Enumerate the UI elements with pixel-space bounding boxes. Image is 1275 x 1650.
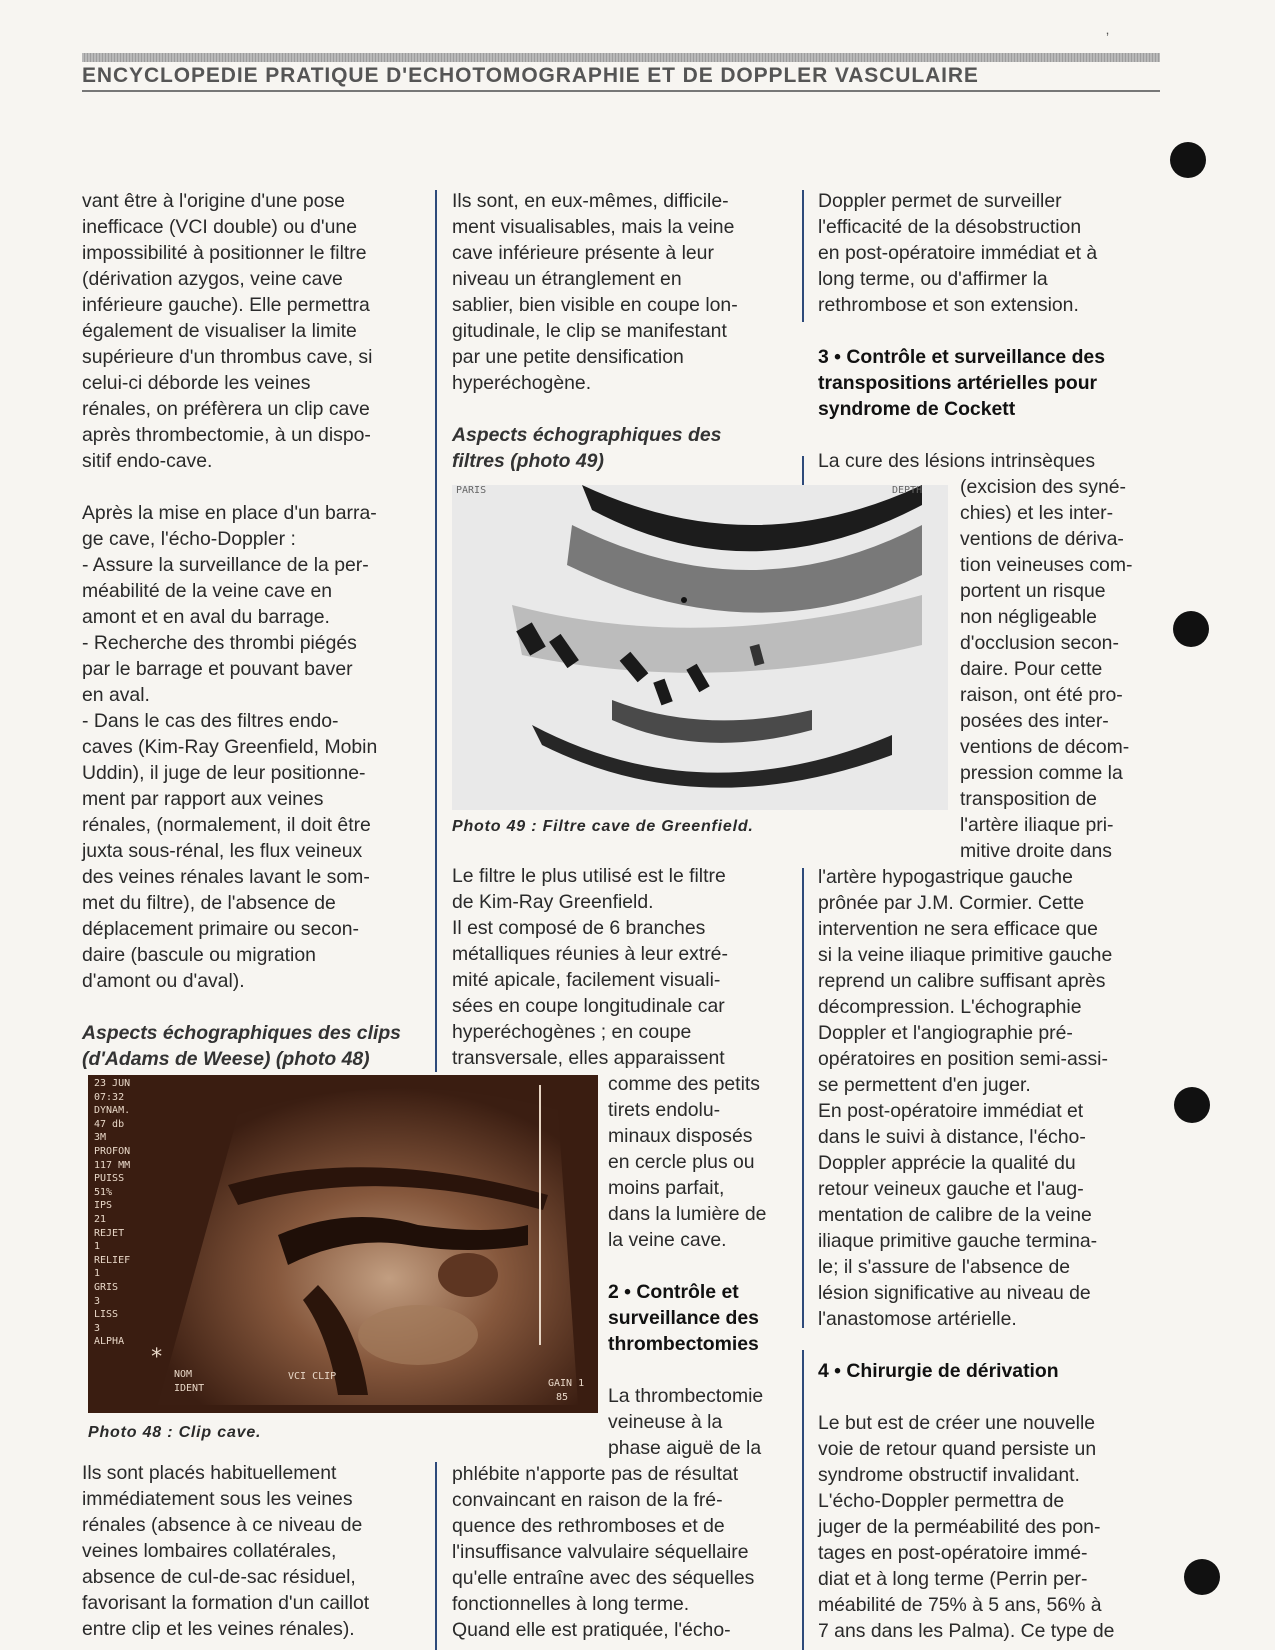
photo-48-caption: Photo 48 : Clip cave. [88, 1424, 262, 1441]
text-line: daire (bascule ou migration [82, 944, 316, 966]
text-line: caves (Kim-Ray Greenfield, Mobin [82, 736, 378, 758]
text-line: - Recherche des thrombi piégés [82, 632, 357, 654]
text-line: 21 [94, 1213, 107, 1225]
text-line: Quand elle est pratiquée, l'écho- [452, 1619, 731, 1641]
text-line: rénales, (normalement, il doit être [82, 814, 371, 836]
text-line: iliaque primitive gauche termina- [818, 1230, 1098, 1252]
text-line: intervention ne sera efficace que [818, 918, 1098, 940]
clips-heading [82, 1020, 422, 1072]
text-line: moins parfait, [608, 1177, 725, 1199]
text-line: chies) et les inter- [960, 502, 1114, 524]
text-line: Le but est de créer une nouvelle [818, 1412, 1096, 1434]
section-4-heading: 4 • Chirurgie de dérivation [818, 1360, 1059, 1382]
text-line: déplacement primaire ou secon- [82, 918, 359, 940]
header-underline [82, 90, 1160, 92]
text-line: - Dans le cas des filtres endo- [82, 710, 339, 732]
col3-paragraph-2-narrow [960, 474, 1158, 864]
text-line: métalliques réunies à leur extré- [452, 943, 728, 965]
text-line: le; il s'assure de l'absence de [818, 1256, 1071, 1278]
text-line: l'anastomose artérielle. [818, 1308, 1017, 1330]
column-2 [452, 188, 792, 474]
column-3-bottom [818, 864, 1158, 1644]
text-line: filtres (photo 49) [452, 450, 604, 472]
text-line: Ils sont, en eux-mêmes, difficile- [452, 190, 729, 212]
column-1-bottom [82, 1460, 422, 1642]
column-3-narrow [960, 474, 1158, 864]
text-line: retour veineux gauche et l'aug- [818, 1178, 1084, 1200]
column-2-bottom [452, 1461, 792, 1643]
filters-heading [452, 422, 792, 474]
binder-hole [1173, 611, 1209, 647]
text-line: syndrome de Cockett [818, 398, 1016, 420]
col3-paragraph-3 [818, 1410, 1158, 1644]
text-line: hyperéchogènes ; en coupe [452, 1021, 692, 1043]
text-line: Uddin), il juge de leur positionne- [82, 762, 366, 784]
text-line: l'efficacité de la désobstruction [818, 216, 1082, 238]
text-line: veineuse à la [608, 1411, 723, 1433]
text-line: posées des inter- [960, 710, 1109, 732]
text-line: reprend un calibre suffisant après [818, 970, 1106, 992]
text-line: si la veine iliaque primitive gauche [818, 944, 1113, 966]
text-line: opératoires en position semi-assi- [818, 1048, 1108, 1070]
text-line: (dérivation azygos, veine cave [82, 268, 343, 290]
text-line: transpositions artérielles pour [818, 372, 1098, 394]
text-line: long terme, ou d'affirmer la [818, 268, 1048, 290]
col3-paragraph-2-rest [818, 864, 1158, 1332]
text-line: favorisant la formation d'un caillot [82, 1592, 370, 1614]
text-line: juger de la perméabilité des pon- [818, 1516, 1101, 1538]
column-rule [802, 190, 804, 322]
text-line: gitudinale, le clip se manifestant [452, 320, 727, 342]
text-line: après thrombectomie, à un dispo- [82, 424, 371, 446]
column-rule [435, 190, 437, 1072]
text-line: entre clip et les veines rénales). [82, 1618, 355, 1640]
text-line: en aval. [82, 684, 150, 706]
text-line: IPS [94, 1200, 113, 1212]
text-line: ventions de décom- [960, 736, 1130, 758]
text-line: (excision des syné- [960, 476, 1126, 498]
text-line: 3 [94, 1295, 101, 1307]
text-line: Aspects échographiques des [452, 424, 722, 446]
text-line: transversale, elles apparaissent [452, 1047, 725, 1069]
photo-49-filtre-cave [452, 485, 948, 810]
text-line: la veine cave. [608, 1229, 727, 1251]
text-line: REJET [94, 1227, 125, 1239]
text-line: 1 [94, 1241, 101, 1253]
text-line: décompression. L'échographie [818, 996, 1082, 1018]
column-rule [802, 456, 804, 486]
column-rule [802, 1350, 804, 1650]
text-line: Après la mise en place d'un barra- [82, 502, 377, 524]
text-line: d'occlusion secon- [960, 632, 1119, 654]
text-line: 117 MM [94, 1159, 131, 1171]
text-line: Doppler et l'angiographie pré- [818, 1022, 1073, 1044]
text-line: par le barrage et pouvant baver [82, 658, 353, 680]
page-header: ENCYCLOPEDIE PRATIQUE D'ECHOTOMOGRAPHIE ET DE DOPPLER VASCULAIRE [82, 64, 979, 87]
text-line: Doppler permet de surveiller [818, 190, 1062, 212]
ultrasound-image-49 [452, 485, 948, 810]
text-line: ALPHA [94, 1336, 125, 1348]
photo48-nom: NOM [174, 1369, 193, 1380]
section-2-heading [608, 1279, 792, 1357]
text-line: Ils sont placés habituellement [82, 1462, 337, 1484]
binder-hole [1184, 1559, 1220, 1595]
text-line: LISS [94, 1309, 119, 1321]
photo49-overlay-left: PARIS [456, 485, 487, 496]
text-line: fonctionnelles à long terme. [452, 1593, 690, 1615]
text-line: qu'elle entraîne avec des séquelles [452, 1567, 755, 1589]
text-line: mité apicale, facilement visuali- [452, 969, 721, 991]
text-line: mentation de calibre de la veine [818, 1204, 1092, 1226]
ultrasound-image-48 [88, 1075, 598, 1413]
text-line: transposition de [960, 788, 1097, 810]
photo-49-caption: Photo 49 : Filtre cave de Greenfield. [452, 818, 754, 835]
text-line: Doppler apprécie la qualité du [818, 1152, 1076, 1174]
text-line: ment par rapport aux veines [82, 788, 324, 810]
corner-mark: ʼ [1106, 30, 1110, 46]
photo49-overlay-right: DEPTH [892, 485, 923, 496]
text-line: 2 • Contrôle et [608, 1281, 739, 1303]
column-1 [82, 188, 422, 1072]
binder-hole [1174, 1087, 1210, 1123]
binder-hole [1170, 142, 1206, 178]
text-line: comme des petits [608, 1073, 760, 1095]
column-2-middle [452, 863, 792, 1071]
text-line: PUISS [94, 1173, 125, 1185]
col2-paragraph-1 [452, 188, 792, 396]
text-line: Il est composé de 6 branches [452, 917, 706, 939]
section-3-heading [818, 344, 1158, 422]
text-line: 07:32 [94, 1091, 125, 1103]
text-line: rénales (absence à ce niveau de [82, 1514, 363, 1536]
text-line: de Kim-Ray Greenfield. [452, 891, 654, 913]
column-rule [802, 868, 804, 1328]
text-line: veines lombaires collatérales, [82, 1540, 337, 1562]
column-rule [435, 1462, 437, 1650]
text-line: se permettent d'en juger. [818, 1074, 1031, 1096]
text-line: en cercle plus ou [608, 1151, 755, 1173]
text-line: lésion significative au niveau de [818, 1282, 1091, 1304]
text-line: 7 ans dans les Palma). Ce type de [818, 1620, 1115, 1642]
text-line: immédiatement sous les veines [82, 1488, 353, 1510]
column-2-narrow [608, 1071, 792, 1461]
text-line: inefficace (VCI double) ou d'une [82, 216, 357, 238]
text-line: GRIS [94, 1281, 119, 1293]
text-line: convaincant en raison de la fré- [452, 1489, 723, 1511]
text-line: amont et en aval du barrage. [82, 606, 330, 628]
text-line: portent un risque [960, 580, 1106, 602]
text-line: L'écho-Doppler permettra de [818, 1490, 1065, 1512]
col1-paragraph-3 [82, 1460, 422, 1642]
text-line: voie de retour quand persiste un [818, 1438, 1097, 1460]
text-line: ge cave, l'écho-Doppler : [82, 528, 296, 550]
text-line: sitif endo-cave. [82, 450, 213, 472]
text-line: l'insuffisance valvulaire séquellaire [452, 1541, 749, 1563]
text-line: pression comme la [960, 762, 1123, 784]
text-line: raison, ont été pro- [960, 684, 1123, 706]
photo-48-clip-cave [88, 1075, 598, 1413]
col1-paragraph-2 [82, 500, 422, 994]
text-line: PROFON [94, 1145, 131, 1157]
text-line: met du filtre), de l'absence de [82, 892, 336, 914]
text-line: vant être à l'origine d'une pose [82, 190, 345, 212]
text-line: phlébite n'apporte pas de résultat [452, 1463, 739, 1485]
text-line: non négligeable [960, 606, 1097, 628]
text-line: d'amont ou d'aval). [82, 970, 245, 992]
col2-paragraph-3-narrow [608, 1383, 792, 1461]
text-line: thrombectomies [608, 1333, 759, 1355]
text-line: supérieure d'un thrombus cave, si [82, 346, 373, 368]
text-line: prônée par J.M. Cormier. Cette [818, 892, 1085, 914]
col1-paragraph-1 [82, 188, 422, 474]
text-line: rénales, on préfèrera un clip cave [82, 398, 370, 420]
text-line: 47 db [94, 1118, 125, 1130]
text-line: 3 • Contrôle et surveillance des [818, 346, 1105, 368]
text-line: tirets endolu- [608, 1099, 721, 1121]
text-line: 51% [94, 1186, 113, 1198]
text-line: minaux disposés [608, 1125, 753, 1147]
text-line: DYNAM. [94, 1105, 131, 1117]
text-line: mitive droite dans [960, 840, 1112, 862]
text-line: celui-ci déborde les veines [82, 372, 311, 394]
text-line: sablier, bien visible en coupe lon- [452, 294, 738, 316]
photo48-settings-overlay [94, 1077, 130, 1349]
text-line: 3M [94, 1132, 107, 1144]
text-line: Aspects échographiques des clips [82, 1022, 401, 1044]
text-line: niveau un étranglement en [452, 268, 682, 290]
text-line: ventions de dériva- [960, 528, 1124, 550]
text-line: 1 [94, 1268, 101, 1280]
text-line: impossibilité à positionner le filtre [82, 242, 367, 264]
text-line: rethrombose et son extension. [818, 294, 1079, 316]
col3-paragraph-1 [818, 188, 1158, 318]
text-line: dans le suivi à distance, l'écho- [818, 1126, 1086, 1148]
text-line: tion veineuses com- [960, 554, 1133, 576]
text-line: juxta sous-rénal, les flux veineux [82, 840, 363, 862]
col3-paragraph-2-first: La cure des lésions intrinsèques [818, 450, 1096, 472]
asterisk-marker: * [150, 1345, 164, 1370]
text-line: des veines rénales lavant le som- [82, 866, 370, 888]
text-line: l'artère hypogastrique gauche [818, 866, 1073, 888]
text-line: RELIEF [94, 1254, 131, 1266]
text-line: 3 [94, 1322, 101, 1334]
col2-paragraph-3 [452, 1461, 792, 1643]
text-line: inférieure gauche). Elle permettra [82, 294, 370, 316]
col2-paragraph-2-narrow [608, 1071, 792, 1253]
text-line: sées en coupe longitudinale car [452, 995, 725, 1017]
photo48-gain-value: 85 [556, 1392, 569, 1403]
photo48-clip-label: VCI CLIP [288, 1371, 337, 1382]
text-line: diat et à long terme (Perrin per- [818, 1568, 1088, 1590]
text-line: absence de cul-de-sac résiduel, [82, 1566, 356, 1588]
text-line: par une petite densification [452, 346, 684, 368]
text-line: Le filtre le plus utilisé est le filtre [452, 865, 726, 887]
text-line: ment visualisables, mais la veine [452, 216, 735, 238]
header-rule [82, 53, 1160, 62]
text-line: - Assure la surveillance de la per- [82, 554, 369, 576]
text-line: en post-opératoire immédiat et à [818, 242, 1098, 264]
text-line: dans la lumière de [608, 1203, 767, 1225]
text-line: méabilité de la veine cave en [82, 580, 333, 602]
text-line: La thrombectomie [608, 1385, 764, 1407]
col2-paragraph-2 [452, 863, 792, 1071]
text-line: l'artère iliaque pri- [960, 814, 1114, 836]
photo48-gain: GAIN 1 [548, 1378, 585, 1389]
text-line: En post-opératoire immédiat et [818, 1100, 1084, 1122]
text-line: méabilité de 75% à 5 ans, 56% à [818, 1594, 1102, 1616]
text-line: phase aiguë de la [608, 1437, 762, 1459]
text-line: 23 JUN [94, 1078, 131, 1089]
text-line: également de visualiser la limite [82, 320, 357, 342]
text-line: surveillance des [608, 1307, 759, 1329]
text-line: hyperéchogène. [452, 372, 592, 394]
text-line: (d'Adams de Weese) (photo 48) [82, 1048, 370, 1070]
text-line: quence des rethromboses et de [452, 1515, 725, 1537]
text-line: daire. Pour cette [960, 658, 1103, 680]
photo48-ident: IDENT [174, 1383, 205, 1394]
text-line: syndrome obstructif invalidant. [818, 1464, 1080, 1486]
text-line: cave inférieure présente à leur [452, 242, 714, 264]
column-3 [818, 188, 1158, 474]
text-line: tages en post-opératoire immé- [818, 1542, 1088, 1564]
